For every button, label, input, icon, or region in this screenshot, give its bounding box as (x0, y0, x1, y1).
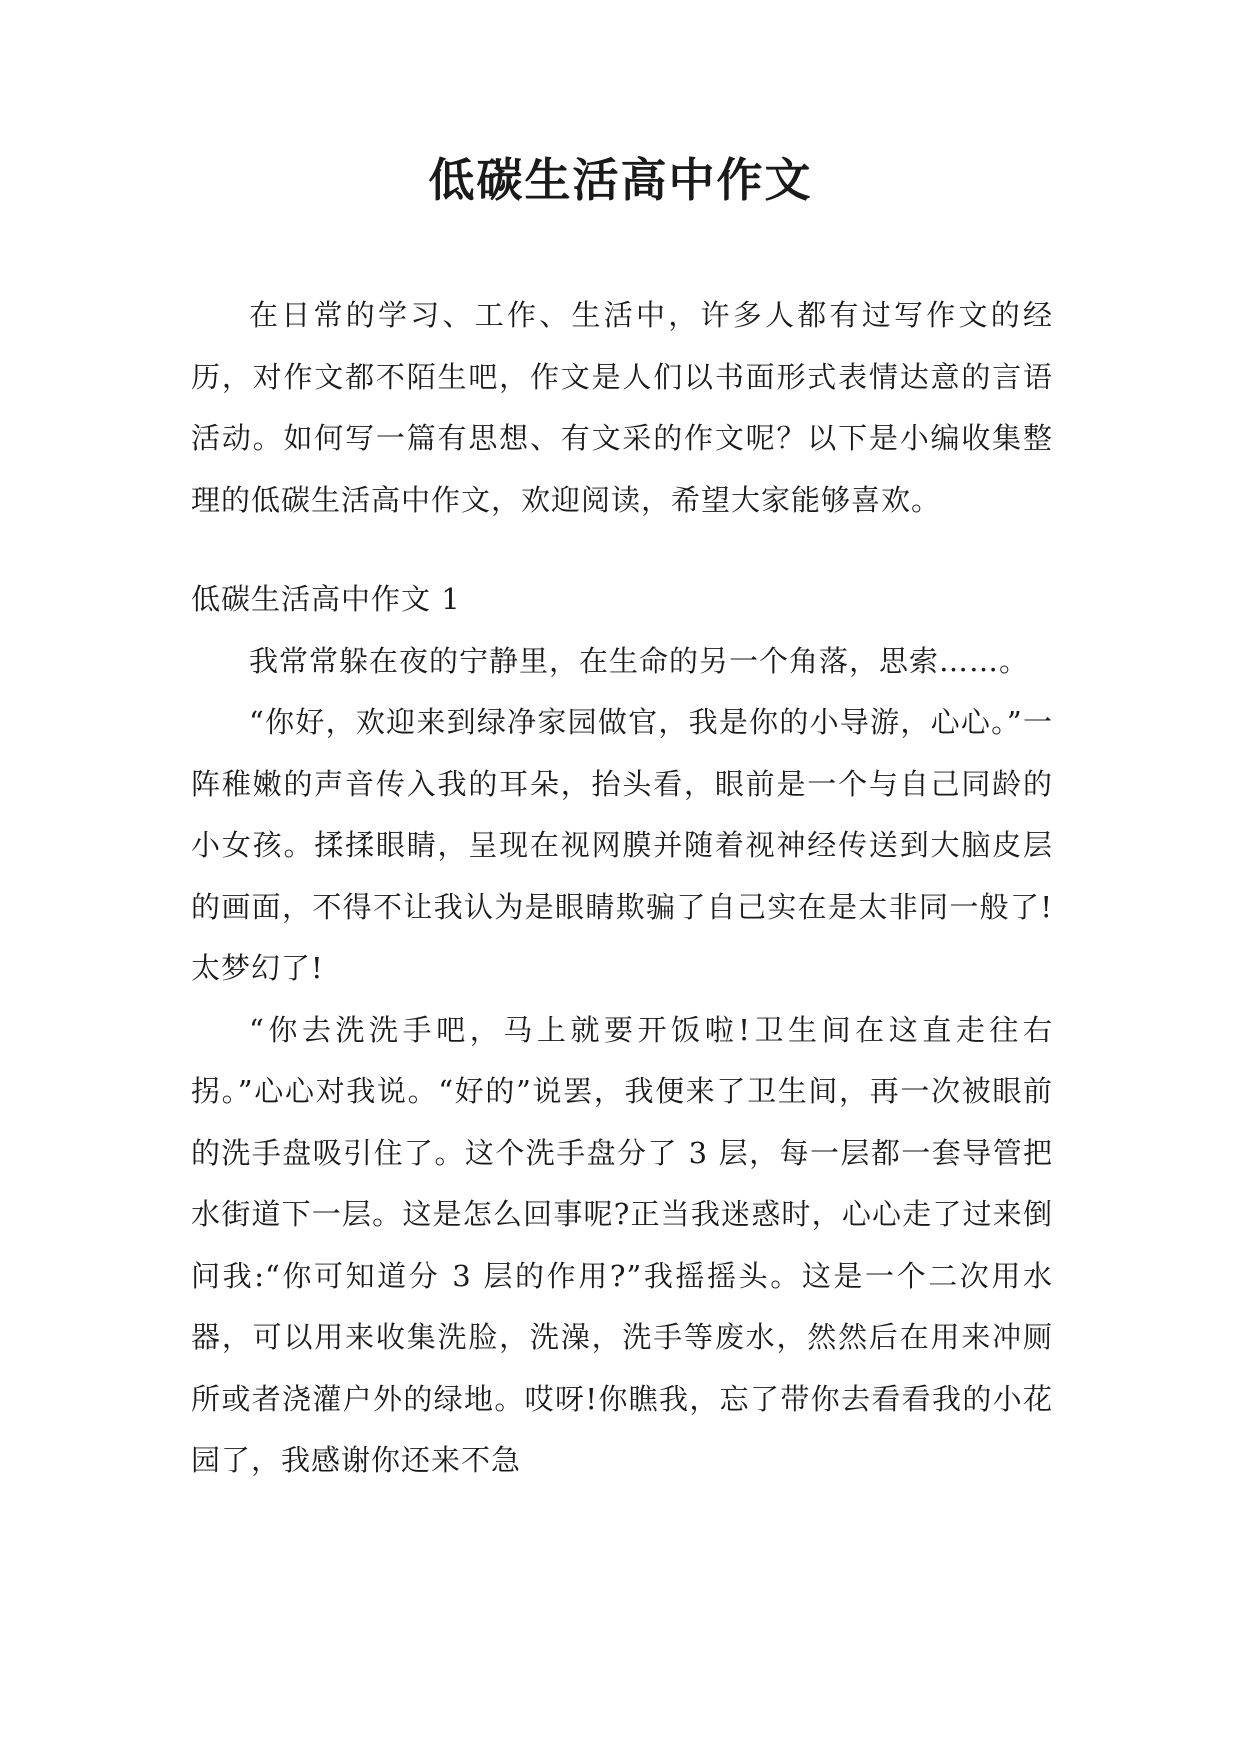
section-gap (191, 531, 1053, 569)
document-title: 低碳生活高中作文 (428, 153, 813, 207)
body-paragraph-1: 我常常躲在夜的宁静里，在生命的另一个角落，思索……。 (249, 643, 1030, 678)
body-paragraph-3: “你去洗洗手吧，马上就要开饭啦!卫生间在这直走往右拐。”心心对我说。“好的”说罢，我便来了卫生间，再一次被眼前的洗手盘吸引住了。这个洗手盘分了 3 层，每一层都一套导管把水街道下一层。这是怎么回事呢?正当我迷惑时，心心走了过来倒问我:“你可知道分 3 层的作用?”我摇摇头。这是一个二次用水器，可以用来收集洗脸，洗澡，洗手等废水，然然后在用来冲厕所或者浇灌户外的绿地。哎呀!你瞧我，忘了带你去看看我的小花园了，我感谢你还来不急 (191, 1012, 1053, 1477)
body-paragraph-2: “你好，欢迎来到绿净家园做官，我是你的小导游，心心。”一阵稚嫩的声音传入我的耳朵，抬头看，眼前是一个与自己同龄的小女孩。揉揉眼睛，呈现在视网膜并随着视神经传送到大脑皮层的画面，不得不让我认为是眼睛欺骗了自己实在是太非同一般了!太梦幻了! (191, 705, 1053, 985)
intro-paragraph: 在日常的学习、工作、生活中，许多人都有过写作文的经历，对作文都不陌生吧，作文是人们以书面形式表情达意的言语活动。如何写一篇有思想、有文采的作文呢？以下是小编收集整理的低碳生活高中作文，欢迎阅读，希望大家能够喜欢。 (191, 298, 1053, 517)
section-heading: 低碳生活高中作文 1 (191, 582, 461, 616)
document-body (191, 285, 1053, 1492)
